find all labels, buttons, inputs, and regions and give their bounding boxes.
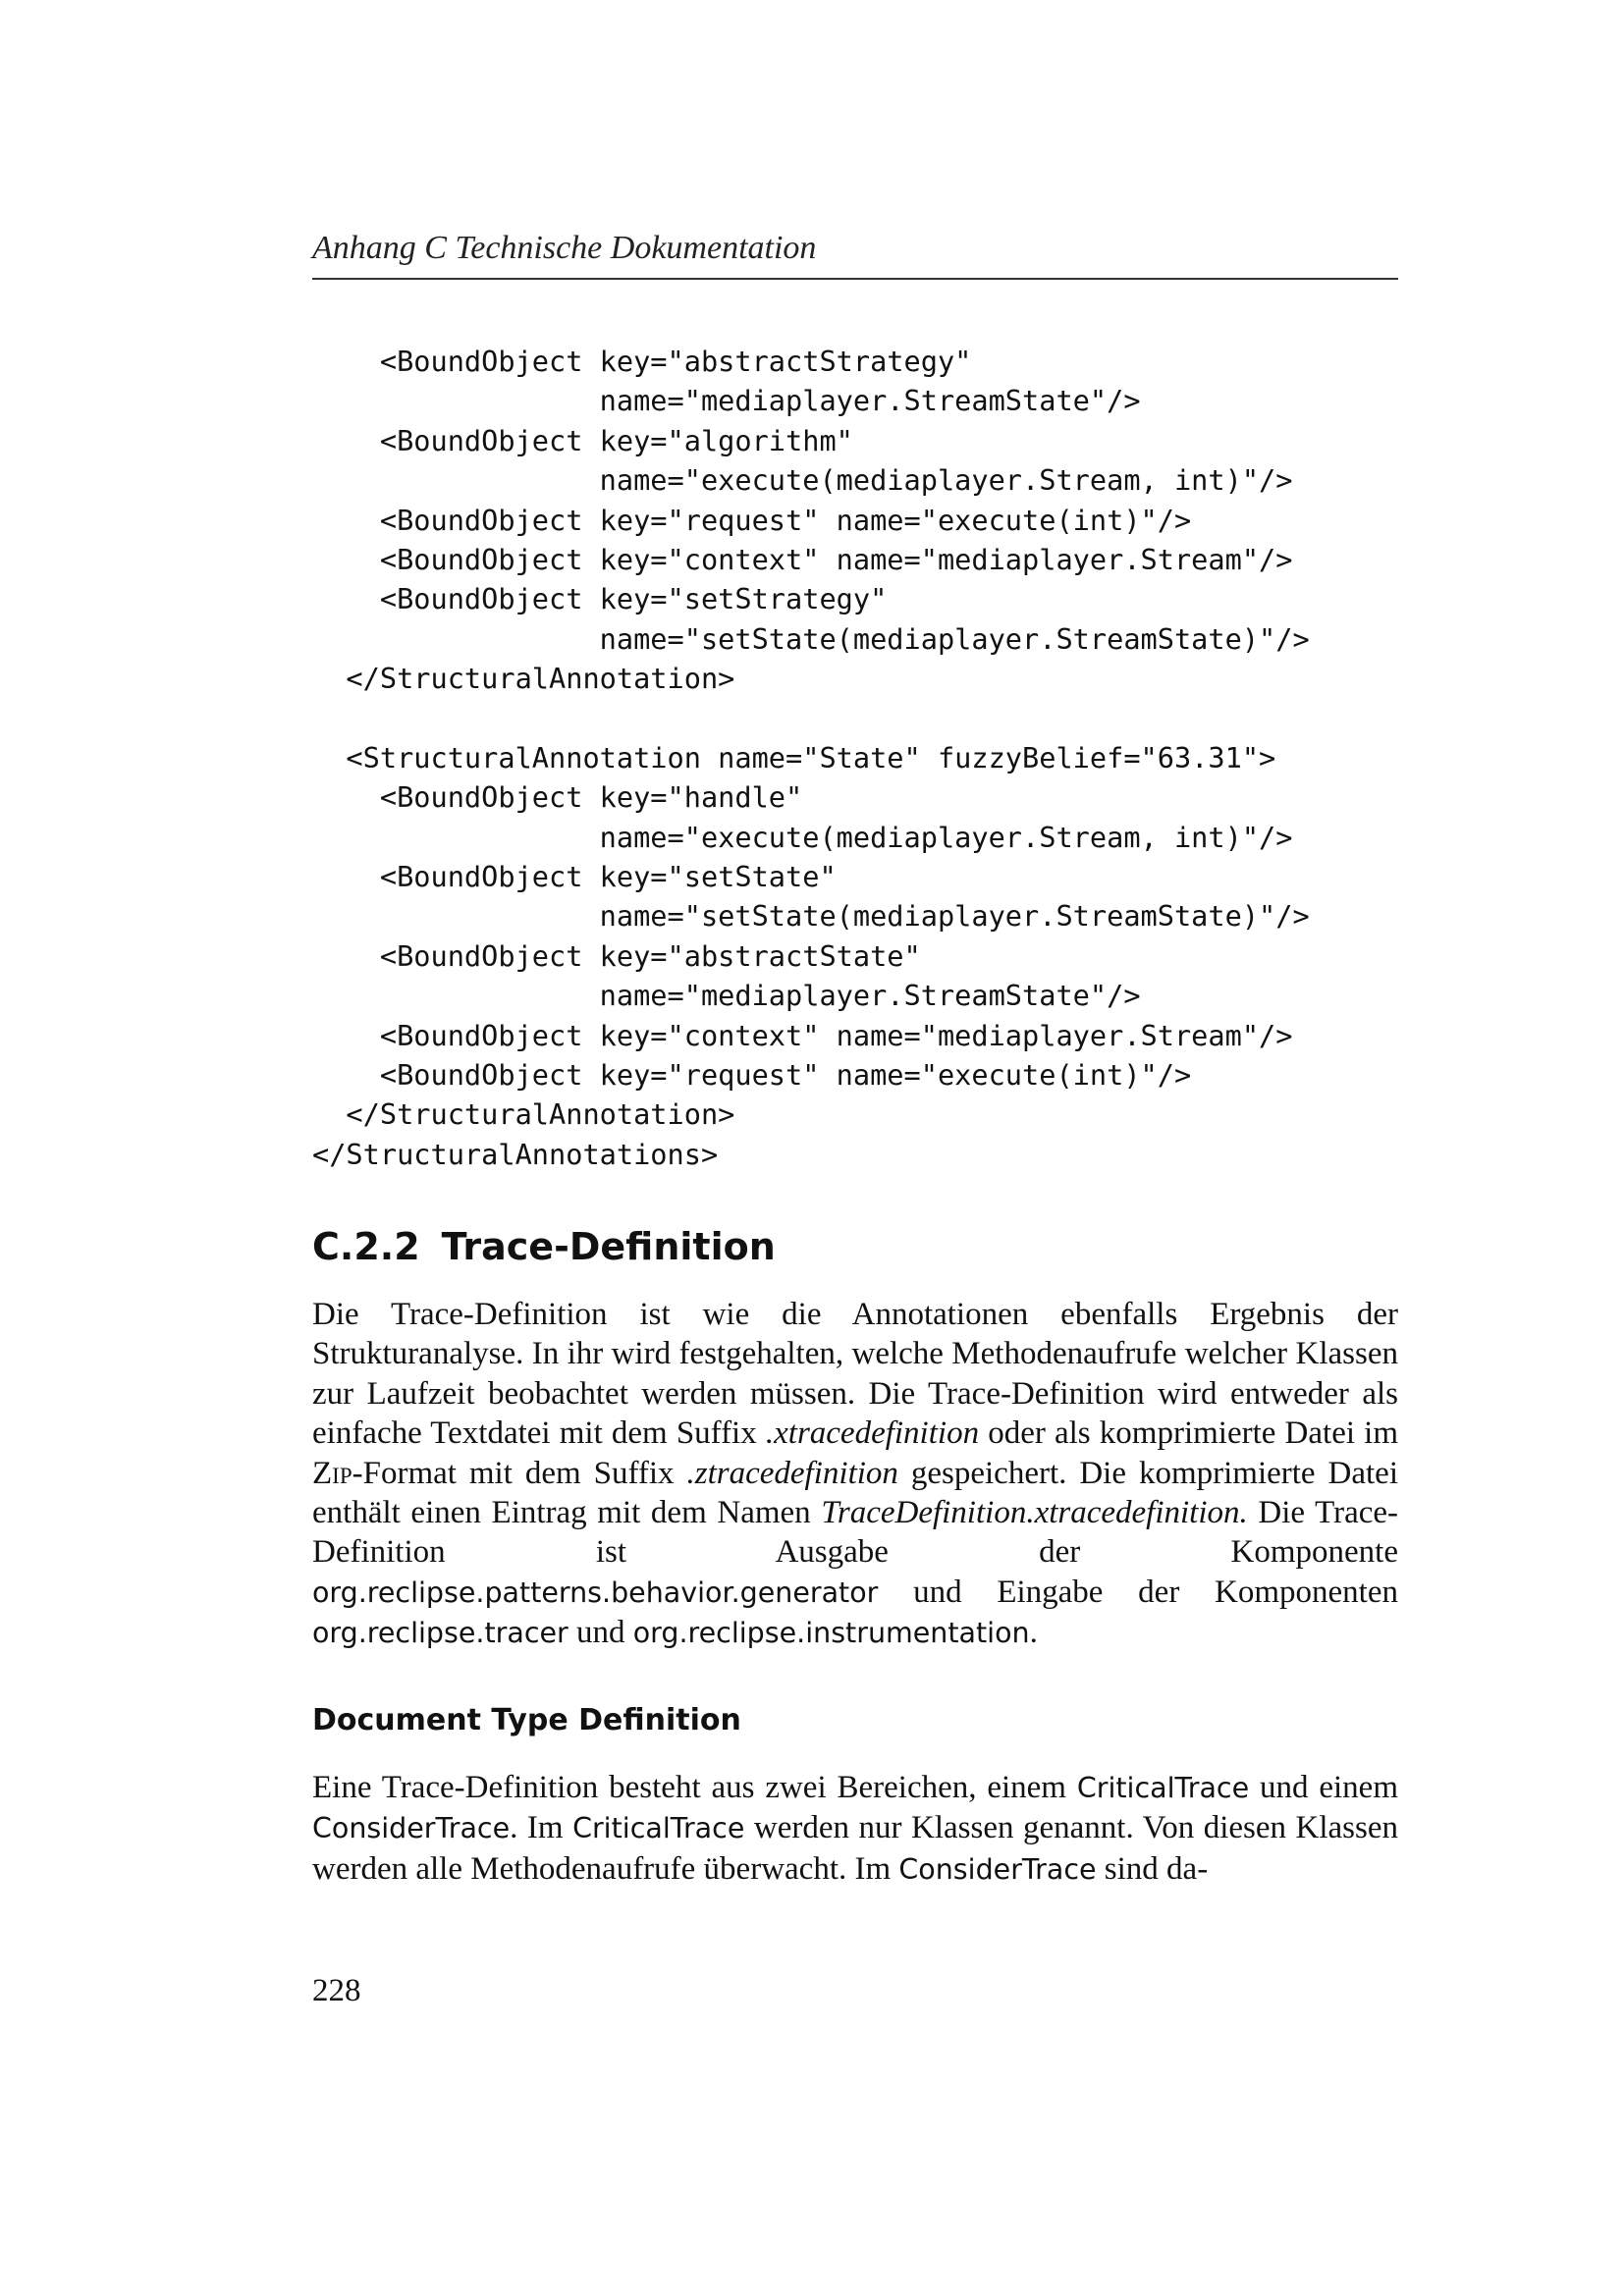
paragraph-text: Die Trace-Definition ist wie die Annotationen ebenfalls Ergebnis der Strukturanalyse. In ihr wird festgehalten, welche Methodenaufrufe welcher Klassen zur Laufzeit beobachtet werden müssen. Die Trace-Definition wird entweder als einfache Textdatei mit dem Suffix: [312, 1297, 1398, 1452]
component-tracer: org.reclipse.tracer: [312, 1617, 568, 1650]
paragraph-text: und einem: [1249, 1770, 1398, 1805]
section-heading: [312, 1225, 776, 1268]
code-line: </StructuralAnnotations>: [312, 1137, 719, 1171]
code-line: name="setState(mediaplayer.StreamState)"/>: [312, 899, 1310, 934]
xml-code-listing: [312, 342, 1310, 1174]
code-line: <BoundObject key="algorithm": [312, 423, 853, 457]
paragraph-text: werden nur Klassen genannt. Von diesen Klassen werden alle Methodenaufrufe überwacht. Im: [312, 1810, 1398, 1887]
section-number: C.2.2: [312, 1225, 420, 1268]
paragraph-trace-definition: [312, 1295, 1398, 1654]
page-number: 228: [312, 1973, 361, 2008]
code-line: name="mediaplayer.StreamState"/>: [312, 979, 1141, 1013]
paragraph-text: sind da-: [1096, 1850, 1209, 1887]
consider-trace-term: ConsiderTrace: [312, 1812, 511, 1845]
code-line: name="execute(mediaplayer.Stream, int)"/>: [312, 820, 1293, 854]
code-line: name="setState(mediaplayer.StreamState)"/>: [312, 621, 1310, 656]
code-line: <BoundObject key="setState": [312, 860, 837, 894]
code-line: <BoundObject key="abstractStrategy": [312, 345, 972, 378]
code-line: <BoundObject key="context" name="mediaplayer.Stream"/>: [312, 542, 1293, 576]
paragraph-text: . Im: [510, 1810, 573, 1846]
suffix-xtracedefinition: .xtracedefinition: [765, 1415, 980, 1452]
critical-trace-term: CriticalTrace: [1076, 1772, 1250, 1804]
paragraph-text: Eine Trace-Definition besteht aus zwei Bereichen, einem: [312, 1770, 1077, 1805]
paragraph-text: und: [568, 1615, 633, 1651]
zip-format: Zip: [312, 1455, 352, 1491]
paragraph-text: Die Trace-Definition ist Ausgabe der Komponente: [312, 1495, 1399, 1571]
paragraph-text: und Eingabe der Komponenten: [878, 1574, 1398, 1610]
code-line: <BoundObject key="request" name="execute(int)"/>: [312, 503, 1192, 537]
consider-trace-term: ConsiderTrace: [898, 1852, 1097, 1886]
code-line: name="mediaplayer.StreamState"/>: [312, 384, 1141, 418]
component-instrumentation: org.reclipse.instrumentation: [632, 1617, 1030, 1650]
code-line: <StructuralAnnotation name="State" fuzzyBelief="63.31">: [312, 740, 1276, 774]
code-line: <BoundObject key="handle": [312, 780, 803, 815]
header-rule: [312, 278, 1398, 280]
component-generator: org.reclipse.patterns.behavior.generator: [312, 1575, 879, 1609]
paragraph-text: gespeichert. Die komprimierte Datei enthält einen Eintrag mit dem Namen: [312, 1455, 1398, 1531]
section-title: Trace-Definition: [441, 1225, 776, 1268]
code-line: <BoundObject key="setStrategy": [312, 582, 888, 616]
subsection-heading: Document Type Definition: [312, 1703, 741, 1737]
code-line: <BoundObject key="request" name="execute(int)"/>: [312, 1058, 1192, 1093]
code-line-blank: [312, 699, 1310, 738]
running-header: Anhang C Technische Dokumentation: [312, 230, 817, 266]
code-line: </StructuralAnnotation>: [312, 1097, 735, 1132]
suffix-ztracedefinition: .ztracedefinition: [686, 1455, 898, 1491]
code-line: <BoundObject key="abstractState": [312, 938, 921, 973]
paragraph-dtd: [312, 1768, 1398, 1890]
paragraph-text: oder als komprimierte Datei im: [979, 1415, 1398, 1452]
code-line: name="execute(mediaplayer.Stream, int)"/>: [312, 463, 1293, 498]
code-line: <BoundObject key="context" name="mediaplayer.Stream"/>: [312, 1018, 1293, 1052]
critical-trace-term: CriticalTrace: [572, 1812, 745, 1845]
entry-name: TraceDefinition.xtracedefinition.: [821, 1495, 1248, 1531]
paragraph-text: -Format mit dem Suffix: [352, 1455, 687, 1491]
paragraph-text: .: [1029, 1615, 1038, 1651]
code-line: </StructuralAnnotation>: [312, 662, 735, 696]
